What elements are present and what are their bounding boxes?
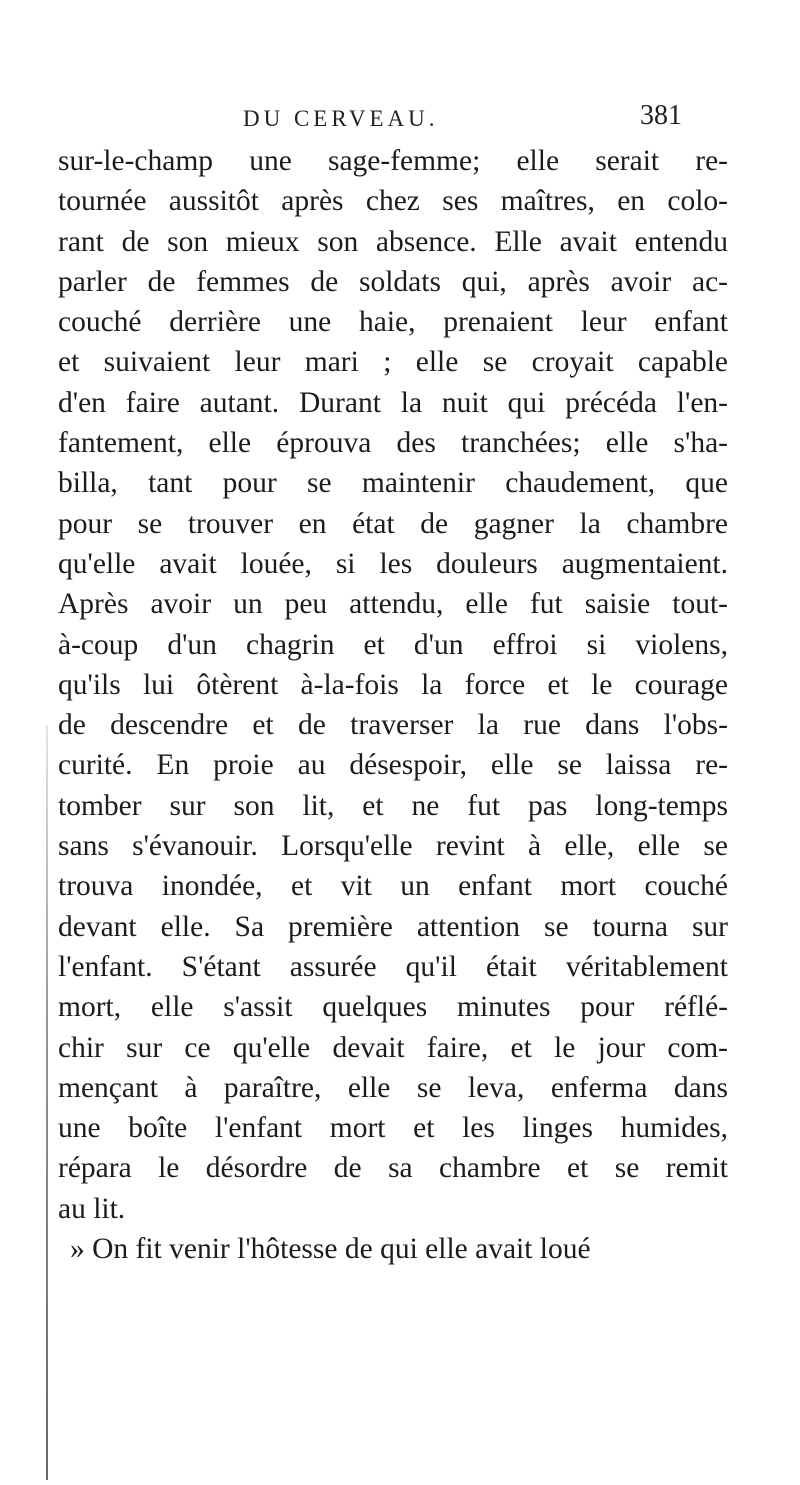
text-line: et suivaient leur mari ; elle se croyait capable [58,346,728,379]
text-line: de descendre et de traverser la rue dans l'obs- [58,709,728,742]
text-line: » On fit venir l'hôtesse de qui elle avait loué [70,1233,591,1266]
text-line: tomber sur son lit, et ne fut pas long-temps [58,789,728,822]
text-line: couché derrière une haie, prenaient leur enfant [58,306,728,339]
text-line: sur-le-champ une sage-femme; elle serait re- [58,145,728,177]
text-line: mort, elle s'assit quelques minutes pour réflé- [58,991,728,1024]
text-line: fantement, elle éprouva des tranchées; elle s'ha- [58,427,728,460]
text-line: chir sur ce qu'elle devait faire, et le jour com- [58,1031,728,1064]
text-line: qu'elle avait louée, si les douleurs augmentaient. [58,547,728,580]
text-line: mençant à paraître, elle se leva, enferma dans [58,1071,728,1104]
text-line: Après avoir un peu attendu, elle fut saisie tout- [58,588,728,621]
text-line: qu'ils lui ôtèrent à-la-fois la force et le courage [58,668,728,701]
binding-edge-shadow [46,725,48,1480]
body-text [58,141,728,1269]
text-line: tournée aussitôt après chez ses maîtres, en colo- [58,185,728,218]
text-line: sans s'évanouir. Lorsqu'elle revint à elle, elle se [58,830,728,863]
text-line: billa, tant pour se maintenir chaudement, que [58,467,728,500]
text-line: pour se trouver en état de gagner la chambre [58,507,728,540]
text-line: parler de femmes de soldats qui, après avoir ac- [58,265,728,298]
text-line: rant de son mieux son absence. Elle avait entendu [58,225,728,258]
text-line: trouva inondée, et vit un enfant mort couché [58,870,728,903]
text-line: à-coup d'un chagrin et d'un effroi si violens, [58,628,728,661]
text-line: au lit. [58,1192,126,1225]
text-line: d'en faire autant. Durant la nuit qui précéda l'en- [58,386,728,419]
text-line: devant elle. Sa première attention se tourna sur [58,910,728,943]
text-line: une boîte l'enfant mort et les linges humides, [58,1112,728,1145]
text-line: curité. En proie au désespoir, elle se laissa re- [58,749,728,782]
page-header [0,100,800,140]
page-number: 381 [640,100,682,131]
running-title: DU CERVEAU. [243,106,439,131]
text-line: l'enfant. S'étant assurée qu'il était véritablement [58,950,728,983]
text-line: répara le désordre de sa chambre et se remit [58,1152,728,1185]
